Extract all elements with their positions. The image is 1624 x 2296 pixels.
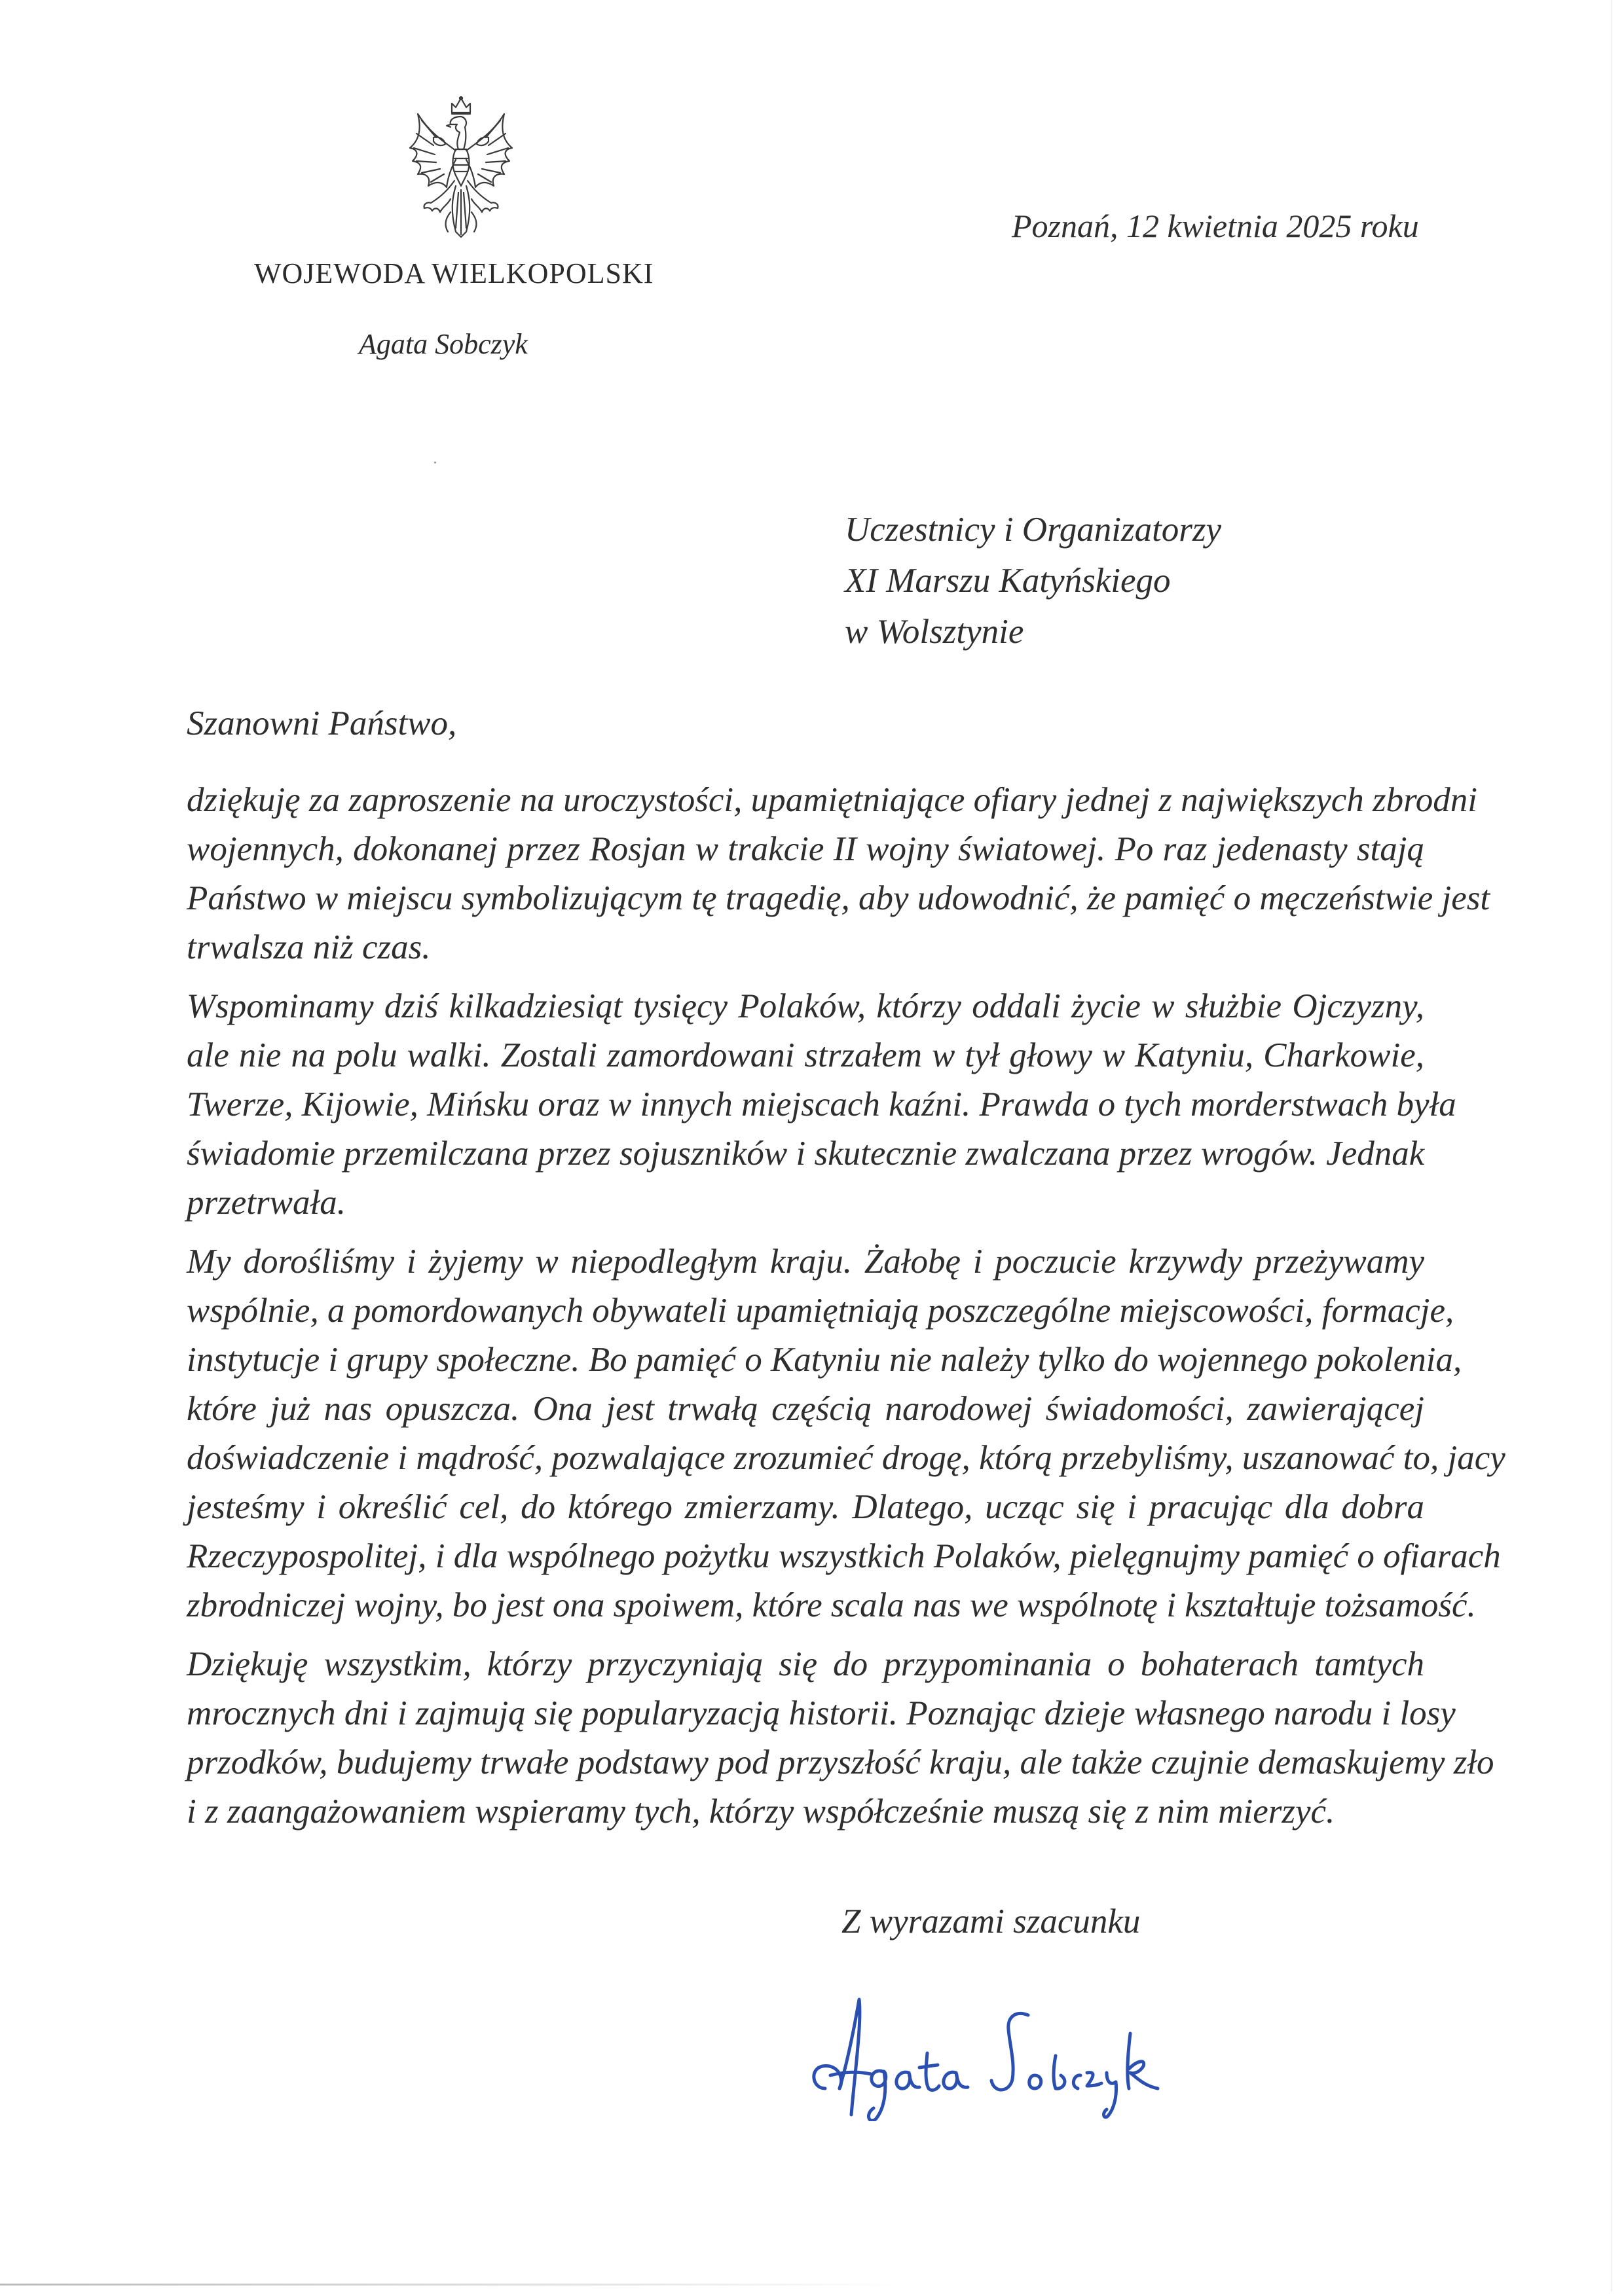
text-line: dziękuję za zaproszenie na uroczystości, upamiętniające ofiary jednej z największych zbrodni	[187, 781, 1478, 819]
recipient-block	[845, 504, 1221, 657]
letter-body	[187, 776, 1505, 1846]
text-line: przodków, budujemy trwałe podstawy pod przyszłość kraju, ale także czujnie demaskujemy zło	[187, 1743, 1494, 1781]
text-line: które już nas opuszcza. Ona jest trwałą częścią narodowej świadomości, zawierającej	[187, 1390, 1424, 1428]
text-line: Rzeczypospolitej, i dla wspólnego pożytku wszystkich Polaków, pielęgnujmy pamięć o ofiarach	[187, 1537, 1501, 1575]
sender-name: Agata Sobczyk	[359, 328, 528, 360]
closing-phrase: Z wyrazami szacunku	[841, 1903, 1141, 1941]
text-line: mrocznych dni i zajmują się popularyzacją historii. Poznając dzieje własnego narodu i losy	[187, 1694, 1456, 1732]
recipient-line: w Wolsztynie	[845, 613, 1024, 651]
text-line: trwalsza niż czas.	[187, 928, 431, 966]
office-title: WOJEWODA WIELKOPOLSKI	[254, 257, 654, 289]
scan-edge-right	[1611, 0, 1612, 2291]
text-line: doświadczenie i mądrość, pozwalające zrozumieć drogę, którą przebyliśmy, uszanować to, jacy	[187, 1439, 1505, 1477]
text-line: Twerze, Kijowie, Mińsku oraz w innych miejscach kaźni. Prawda o tych morderstwach była	[187, 1085, 1456, 1123]
recipient-line: Uczestnicy i Organizatorzy	[845, 511, 1222, 549]
handwritten-signature	[799, 1990, 1166, 2121]
text-line: zbrodniczej wojny, bo jest ona spoiwem, które scala nas we wspólnotę i kształtuje tożsamość.	[187, 1586, 1476, 1624]
text-line: My dorośliśmy i żyjemy w niepodległym kraju. Żałobę i poczucie krzywdy przeżywamy	[187, 1243, 1424, 1281]
text-line: wojennych, dokonanej przez Rosjan w trakcie II wojny światowej. Po raz jedenasty stają	[187, 830, 1424, 868]
recipient-line: XI Marszu Katyńskiego	[845, 562, 1171, 600]
text-line: ale nie na polu walki. Zostali zamordowani strzałem w tył głowy w Katyniu, Charkowie,	[187, 1036, 1424, 1074]
letter-date: Poznań, 12 kwietnia 2025 roku	[1012, 208, 1419, 244]
white-eagle-emblem-icon	[396, 94, 526, 240]
text-line: Dziękuję wszystkim, którzy przyczyniają się do przypominania o bohaterach tamtych	[187, 1645, 1424, 1683]
text-line: jesteśmy i określić cel, do którego zmierzamy. Dlatego, ucząc się i pracując dla dobra	[187, 1488, 1424, 1526]
scan-edge-bottom	[0, 2284, 897, 2286]
text-line: świadomie przemilczana przez sojuszników i skutecznie zwalczana przez wrogów. Jednak	[187, 1135, 1425, 1173]
text-line: Państwo w miejscu symbolizującym tę tragedię, aby udowodnić, że pamięć o męczeństwie jest	[187, 879, 1490, 917]
paragraph-3	[187, 1237, 1505, 1630]
text-line: przetrwała.	[187, 1184, 346, 1222]
paragraph-1	[187, 776, 1490, 972]
text-line: Wspominamy dziś kilkadziesiąt tysięcy Polaków, którzy oddali życie w służbie Ojczyzny,	[187, 987, 1424, 1025]
paragraph-4	[187, 1640, 1494, 1836]
text-line: instytucje i grupy społeczne. Bo pamięć o Katyniu nie należy tylko do wojennego pokolenia,	[187, 1341, 1462, 1379]
paragraph-2	[187, 982, 1456, 1228]
salutation: Szanowni Państwo,	[187, 704, 457, 742]
text-line: wspólnie, a pomordowanych obywateli upamiętniają poszczególne miejscowości, formacje,	[187, 1292, 1454, 1330]
scan-speck	[434, 462, 436, 464]
text-line: i z zaangażowaniem wspieramy tych, którzy współcześnie muszą się z nim mierzyć.	[187, 1793, 1335, 1831]
